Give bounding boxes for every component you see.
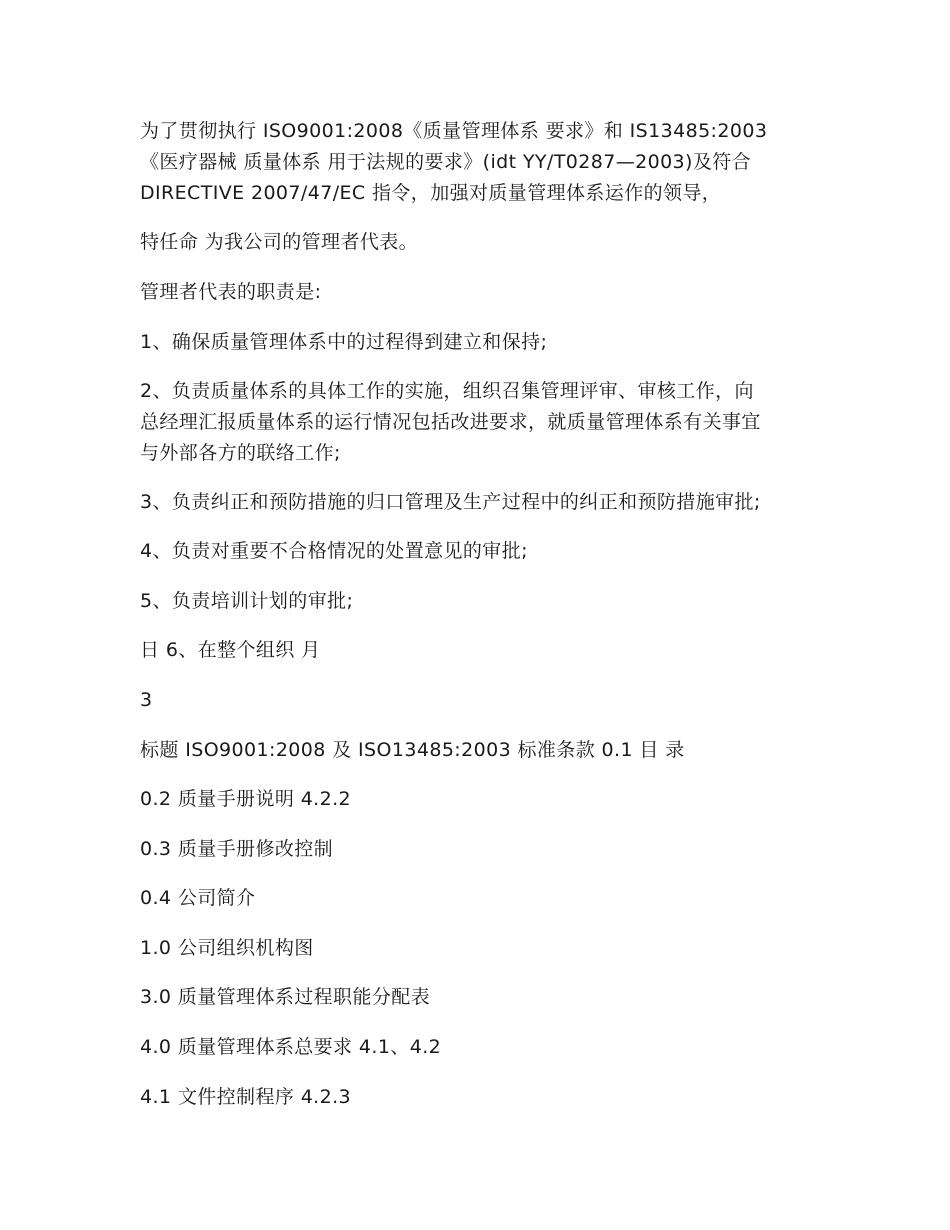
toc-item: 4.0 质量管理体系总要求 4.1、4.2 — [140, 1036, 442, 1058]
duty-item-6: 日 6、在整个组织 月 — [140, 639, 321, 661]
appointment-text: 特任命 为我公司的管理者代表。 — [140, 231, 419, 253]
toc-item: 3.0 质量管理体系过程职能分配表 — [140, 986, 431, 1008]
intro-paragraph — [140, 116, 820, 209]
toc-item: 0.2 质量手册说明 4.2.2 — [140, 788, 352, 810]
intro-line: DIRECTIVE 2007/47/EC 指令，加强对质量管理体系运作的领导， — [140, 182, 722, 204]
duty-item-1: 1、确保质量管理体系中的过程得到建立和保持; — [140, 331, 548, 353]
duty-item-2 — [140, 376, 820, 469]
toc-item: 0.3 质量手册修改控制 — [140, 838, 334, 860]
duty-item-4: 4、负责对重要不合格情况的处置意见的审批; — [140, 540, 528, 562]
duty-2-line: 2、负责质量体系的具体工作的实施，组织召集管理评审、审核工作，向 — [140, 380, 754, 402]
duties-heading: 管理者代表的职责是: — [140, 281, 322, 303]
intro-line: 《医疗器械 质量体系 用于法规的要求》(idt YY/T0287—2003)及符合 — [140, 151, 752, 173]
intro-line: 为了贯彻执行 ISO9001:2008《质量管理体系 要求》和 IS13485:2003 — [140, 120, 768, 142]
duty-2-line: 与外部各方的联络工作; — [140, 442, 341, 464]
toc-item: 1.0 公司组织机构图 — [140, 937, 314, 959]
toc-item: 4.1 文件控制程序 4.2.3 — [140, 1086, 352, 1108]
toc-item: 0.4 公司简介 — [140, 887, 256, 909]
duty-2-line: 总经理汇报质量体系的运行情况包括改进要求，就质量管理体系有关事宜 — [140, 411, 761, 433]
duty-item-5: 5、负责培训计划的审批; — [140, 590, 354, 612]
duty-item-3: 3、负责纠正和预防措施的归口管理及生产过程中的纠正和预防措施审批; — [140, 491, 761, 513]
page-number: 3 — [140, 689, 153, 711]
toc-heading: 标题 ISO9001:2008 及 ISO13485:2003 标准条款 0.1 目 录 — [140, 739, 685, 761]
